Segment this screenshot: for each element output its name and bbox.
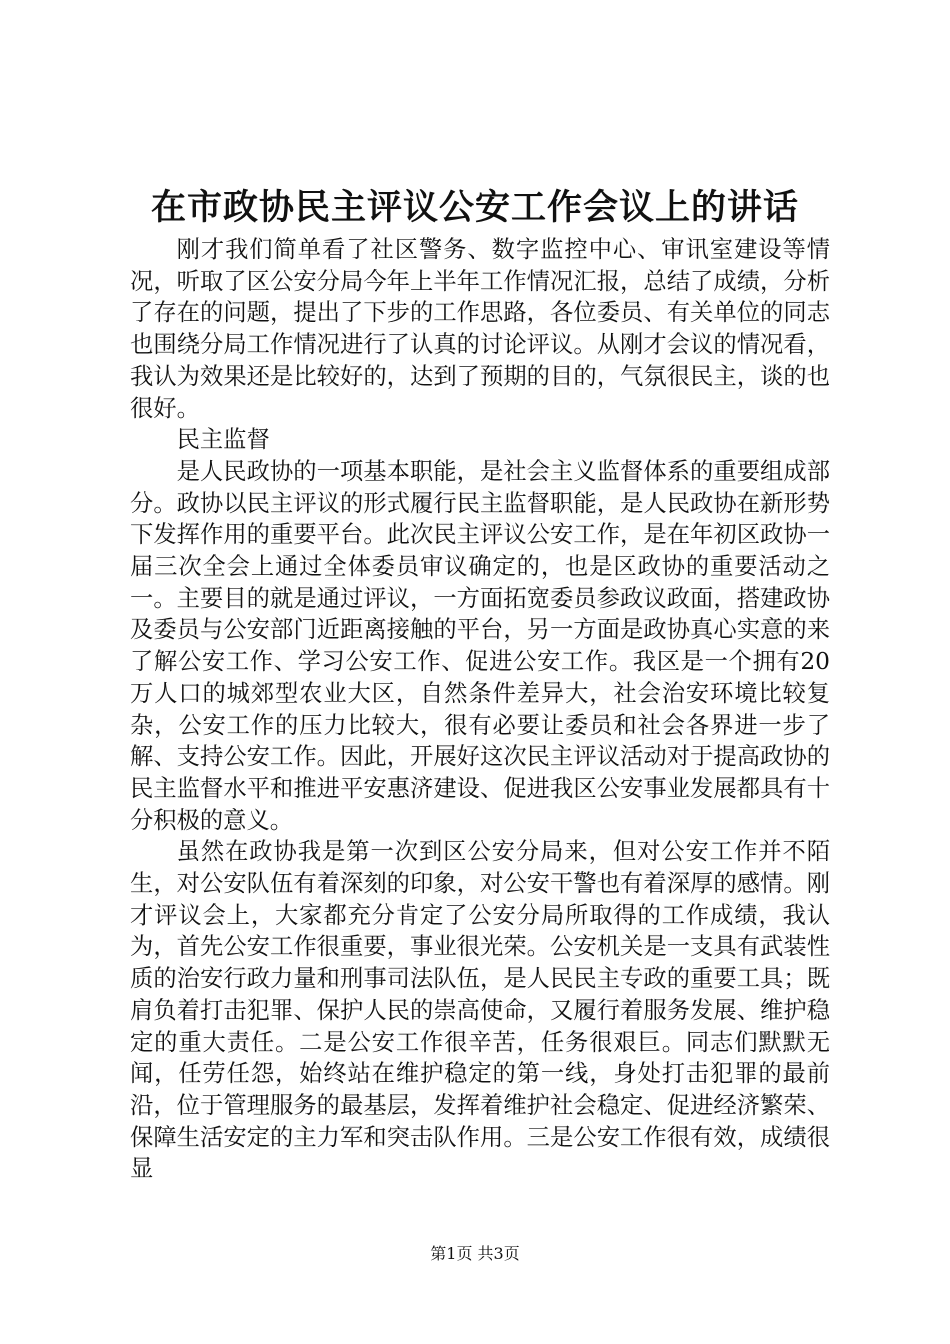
paragraph-intro: 刚才我们简单看了社区警务、数字监控中心、审讯室建设等情况，听取了区公安分局今年上半年工作情况汇报，总结了成绩，分析了存在的问题，提出了下步的工作思路，各位委员、有关单位的同志也围绕分局工作情况进行了认真的讨论评议。从刚才会议的情况看，我认为效果还是比较好的，达到了预期的目的，气氛很民主，谈的也很好。	[130, 236, 830, 422]
paragraph-police-work: 虽然在政协我是第一次到区公安分局来，但对公安工作并不陌生，对公安队伍有着深刻的印象，对公安干警也有着深厚的感情。刚才评议会上，大家都充分肯定了公安分局所取得的工作成绩，我认为，首先公安工作很重要，事业很光荣。公安机关是一支具有武装性质的治安行政力量和刑事司法队伍，是人民民主专政的重要工具；既肩负着打击犯罪、保护人民的崇高使命，又履行着服务发展、维护稳定的重大责任。二是公安工作很辛苦，任务很艰巨。同志们默默无闻，任劳任怨，始终站在维护稳定的第一线，身处打击犯罪的最前沿，位于管理服务的最基层，发挥着维护社会稳定、促进经济繁荣、保障生活安定的主力军和突击队作用。三是公安工作很有效，成绩很显	[130, 838, 830, 1183]
paragraph-heading-democratic-supervision: 民主监督	[176, 426, 270, 454]
document-title: 在市政协民主评议公安工作会议上的讲话	[150, 187, 799, 228]
document-body	[130, 234, 830, 1185]
paragraph-supervision-function: 是人民政协的一项基本职能，是社会主义监督体系的重要组成部分。政协以民主评议的形式履行民主监督职能，是人民政协在新形势下发挥作用的重要平台。此次民主评议公安工作，是在年初区政协一届三次全会上通过全体委员审议确定的，也是区政协的重要活动之一。主要目的就是通过评议，一方面拓宽委员参政议政面，搭建政协及委员与公安部门近距离接触的平台，另一方面是政协真心实意的来了解公安工作、学习公安工作、促进公安工作。我区是一个拥有20万人口的城郊型农业大区，自然条件差异大，社会治安环境比较复杂，公安工作的压力比较大，很有必要让委员和社会各界进一步了解、支持公安工作。因此，开展好这次民主评议活动对于提高政协的民主监督水平和推进平安惠济建设、促进我区公安事业发展都具有十分积极的意义。	[130, 457, 830, 834]
page-number-footer: 第1页 共3页	[430, 1244, 520, 1263]
